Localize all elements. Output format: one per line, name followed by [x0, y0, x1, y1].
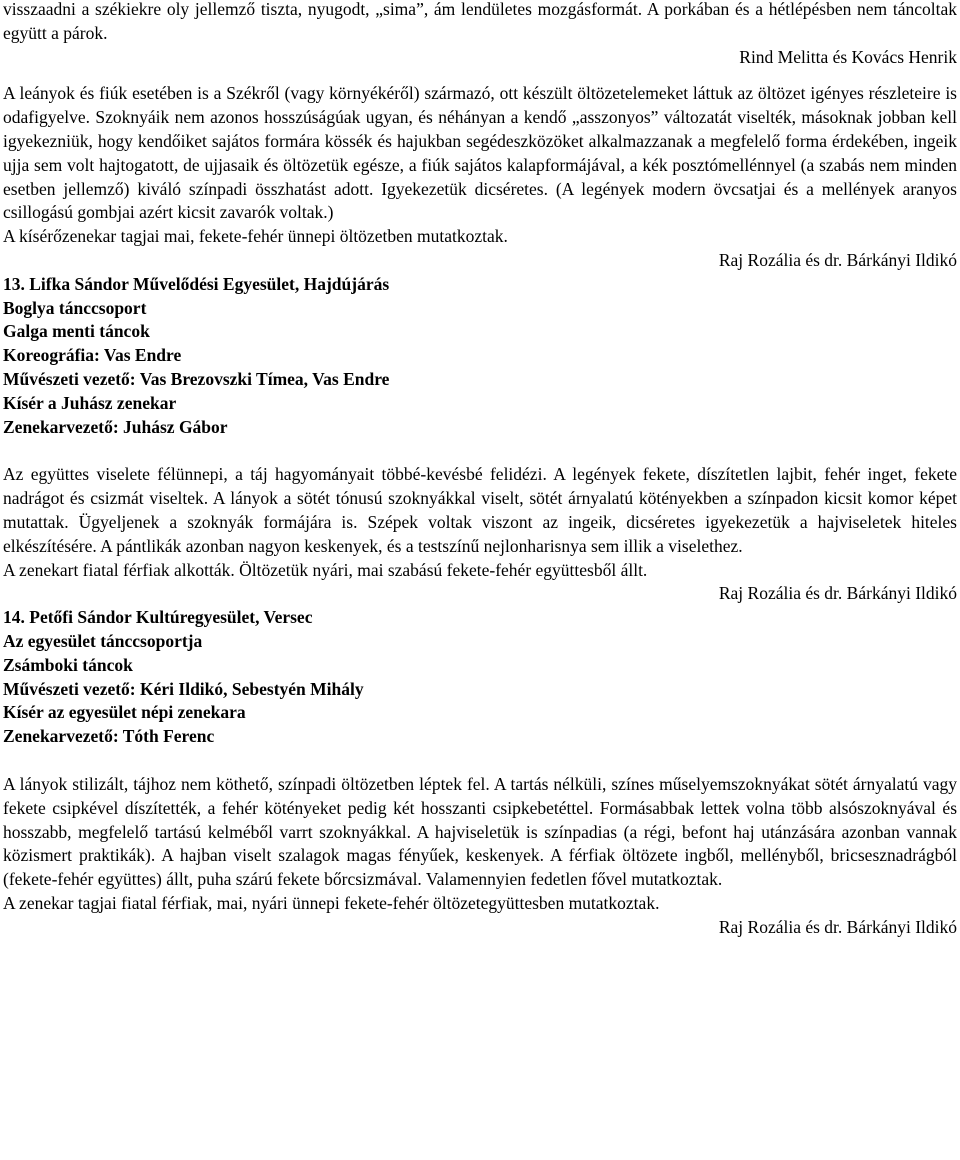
section-14-group: Az egyesület tánccsoportja	[3, 630, 203, 651]
paragraph-1: visszaadni a székiekre oly jellemző tiszta, nyugodt, „sima”, ám lendületes mozgásformát. A porkában és a hétlépésben nem táncoltak együtt a párok.	[3, 0, 957, 43]
section-14-dance: Zsámboki táncok	[3, 654, 133, 675]
section-13-note: A zenekart fiatal férfiak alkották. Öltözetük nyári, mai szabású fekete-fehér együttesből állt.	[3, 559, 648, 580]
signature-1: Rind Melitta és Kovács Henrik	[739, 46, 957, 67]
section-13-title: 13. Lifka Sándor Művelődési Egyesület, Hajdújárás	[3, 273, 390, 294]
section-14-paragraph: A lányok stilizált, tájhoz nem köthető, színpadi öltözetben léptek fel. A tartás nélküli, színes műselyemszoknyákat sötét árnyalatú vagy fekete csipkével díszítették, a fehér kötényeket pedig két hosszanti csipkebetéttel. Formásabbak lettek volna több alsószoknyával és hosszabb, megfelelő tartású kelméből varrt szoknyákkal. A hajviseletük is színpadias (a régi, befont haj utánzására azonban vannak közismert praktikák). A hajban viselt szalagok magas fényűek, keskenyek. A férfiak öltözete ingből, mellényből, bricsesznadrágból (fekete-fehér együttes) állt, puha szárú fekete bőrcsizmával. Valamennyien fedetlen fővel mutatkoztak.	[3, 773, 957, 890]
section-13-paragraph: Az együttes viselete félünnepi, a táj hagyományait többé-kevésbé felidézi. A legények fekete, díszítetlen lajbit, fehér inget, fekete nadrágot és csizmát viseltek. A lányok a sötét tónusú szoknyákkal viselt, sötét árnyalatú kötényekben a színpadon kicsit komor képet mutattak. Ügyeljenek a szoknyák formájára is. Szépek voltak viszont az ingeik, dicséretes igyekezetük a hajviseletek hiteles elkészítésére. A pántlikák azonban nagyon keskenyek, és a testszínű nejlonharisnya sem illik a viselethez.	[3, 464, 957, 556]
section-14-band-leader: Zenekarvezető: Tóth Ferenc	[3, 726, 215, 747]
signature-2: Raj Rozália és dr. Bárkányi Ildikó	[718, 249, 957, 270]
section-14-artistic-director: Művészeti vezető: Kéri Ildikó, Sebestyén Mihály	[3, 678, 364, 699]
signature-3: Raj Rozália és dr. Bárkányi Ildikó	[718, 583, 957, 604]
section-13-band-leader: Zenekarvezető: Juhász Gábor	[3, 416, 228, 437]
paragraph-2-note: A kísérőzenekar tagjai mai, fekete-fehér ünnepi öltözetben mutatkoztak.	[3, 226, 508, 247]
signature-4: Raj Rozália és dr. Bárkányi Ildikó	[718, 916, 957, 937]
section-13-artistic-director: Művészeti vezető: Vas Brezovszki Tímea, Vas Endre	[3, 368, 390, 389]
section-13-group: Boglya tánccsoport	[3, 297, 147, 318]
section-13-heading	[3, 273, 957, 440]
paragraph-2: A leányok és fiúk esetében is a Székről (vagy környékéről) származó, ott készült öltözetelemeket láttuk az öltözet igényes részleteire is odafigyelve. Szoknyáik nem azonos hosszúságúak ugyan, és néhányan a kendő „asszonyos” változatát viselték, másoknak jobban kell igyekezniük, hogy kendőiket sajátos formára kössék és hajukban segédeszközöket alkalmazzanak a megfelelő forma érdekében, ingeik ujja sem volt hajtogatott, de ujjasaik és öltözetük egésze, a fiúk sajátos kalapformájával, a kék posztómellénnyel (a szabás nem minden esetben jellemző) kiváló színpadi összhatást adott. Igyekezetük dicséretes. (A legények modern övcsatjai és a mellények aranyos csillogású gombjai azért kicsit zavarók voltak.)	[3, 83, 957, 223]
section-14-note: A zenekar tagjai fiatal férfiak, mai, nyári ünnepi fekete-fehér öltözetegyüttesben mutatkoztak.	[3, 892, 660, 913]
section-13-dance: Galga menti táncok	[3, 321, 150, 342]
section-13-choreography: Koreográfia: Vas Endre	[3, 345, 182, 366]
section-14-heading	[3, 606, 957, 749]
section-14-title: 14. Petőfi Sándor Kultúregyesület, Versec	[3, 607, 313, 628]
section-14-accompaniment: Kísér az egyesület népi zenekara	[3, 702, 246, 723]
document-page	[3, 0, 957, 939]
section-13-accompaniment: Kísér a Juhász zenekar	[3, 392, 177, 413]
